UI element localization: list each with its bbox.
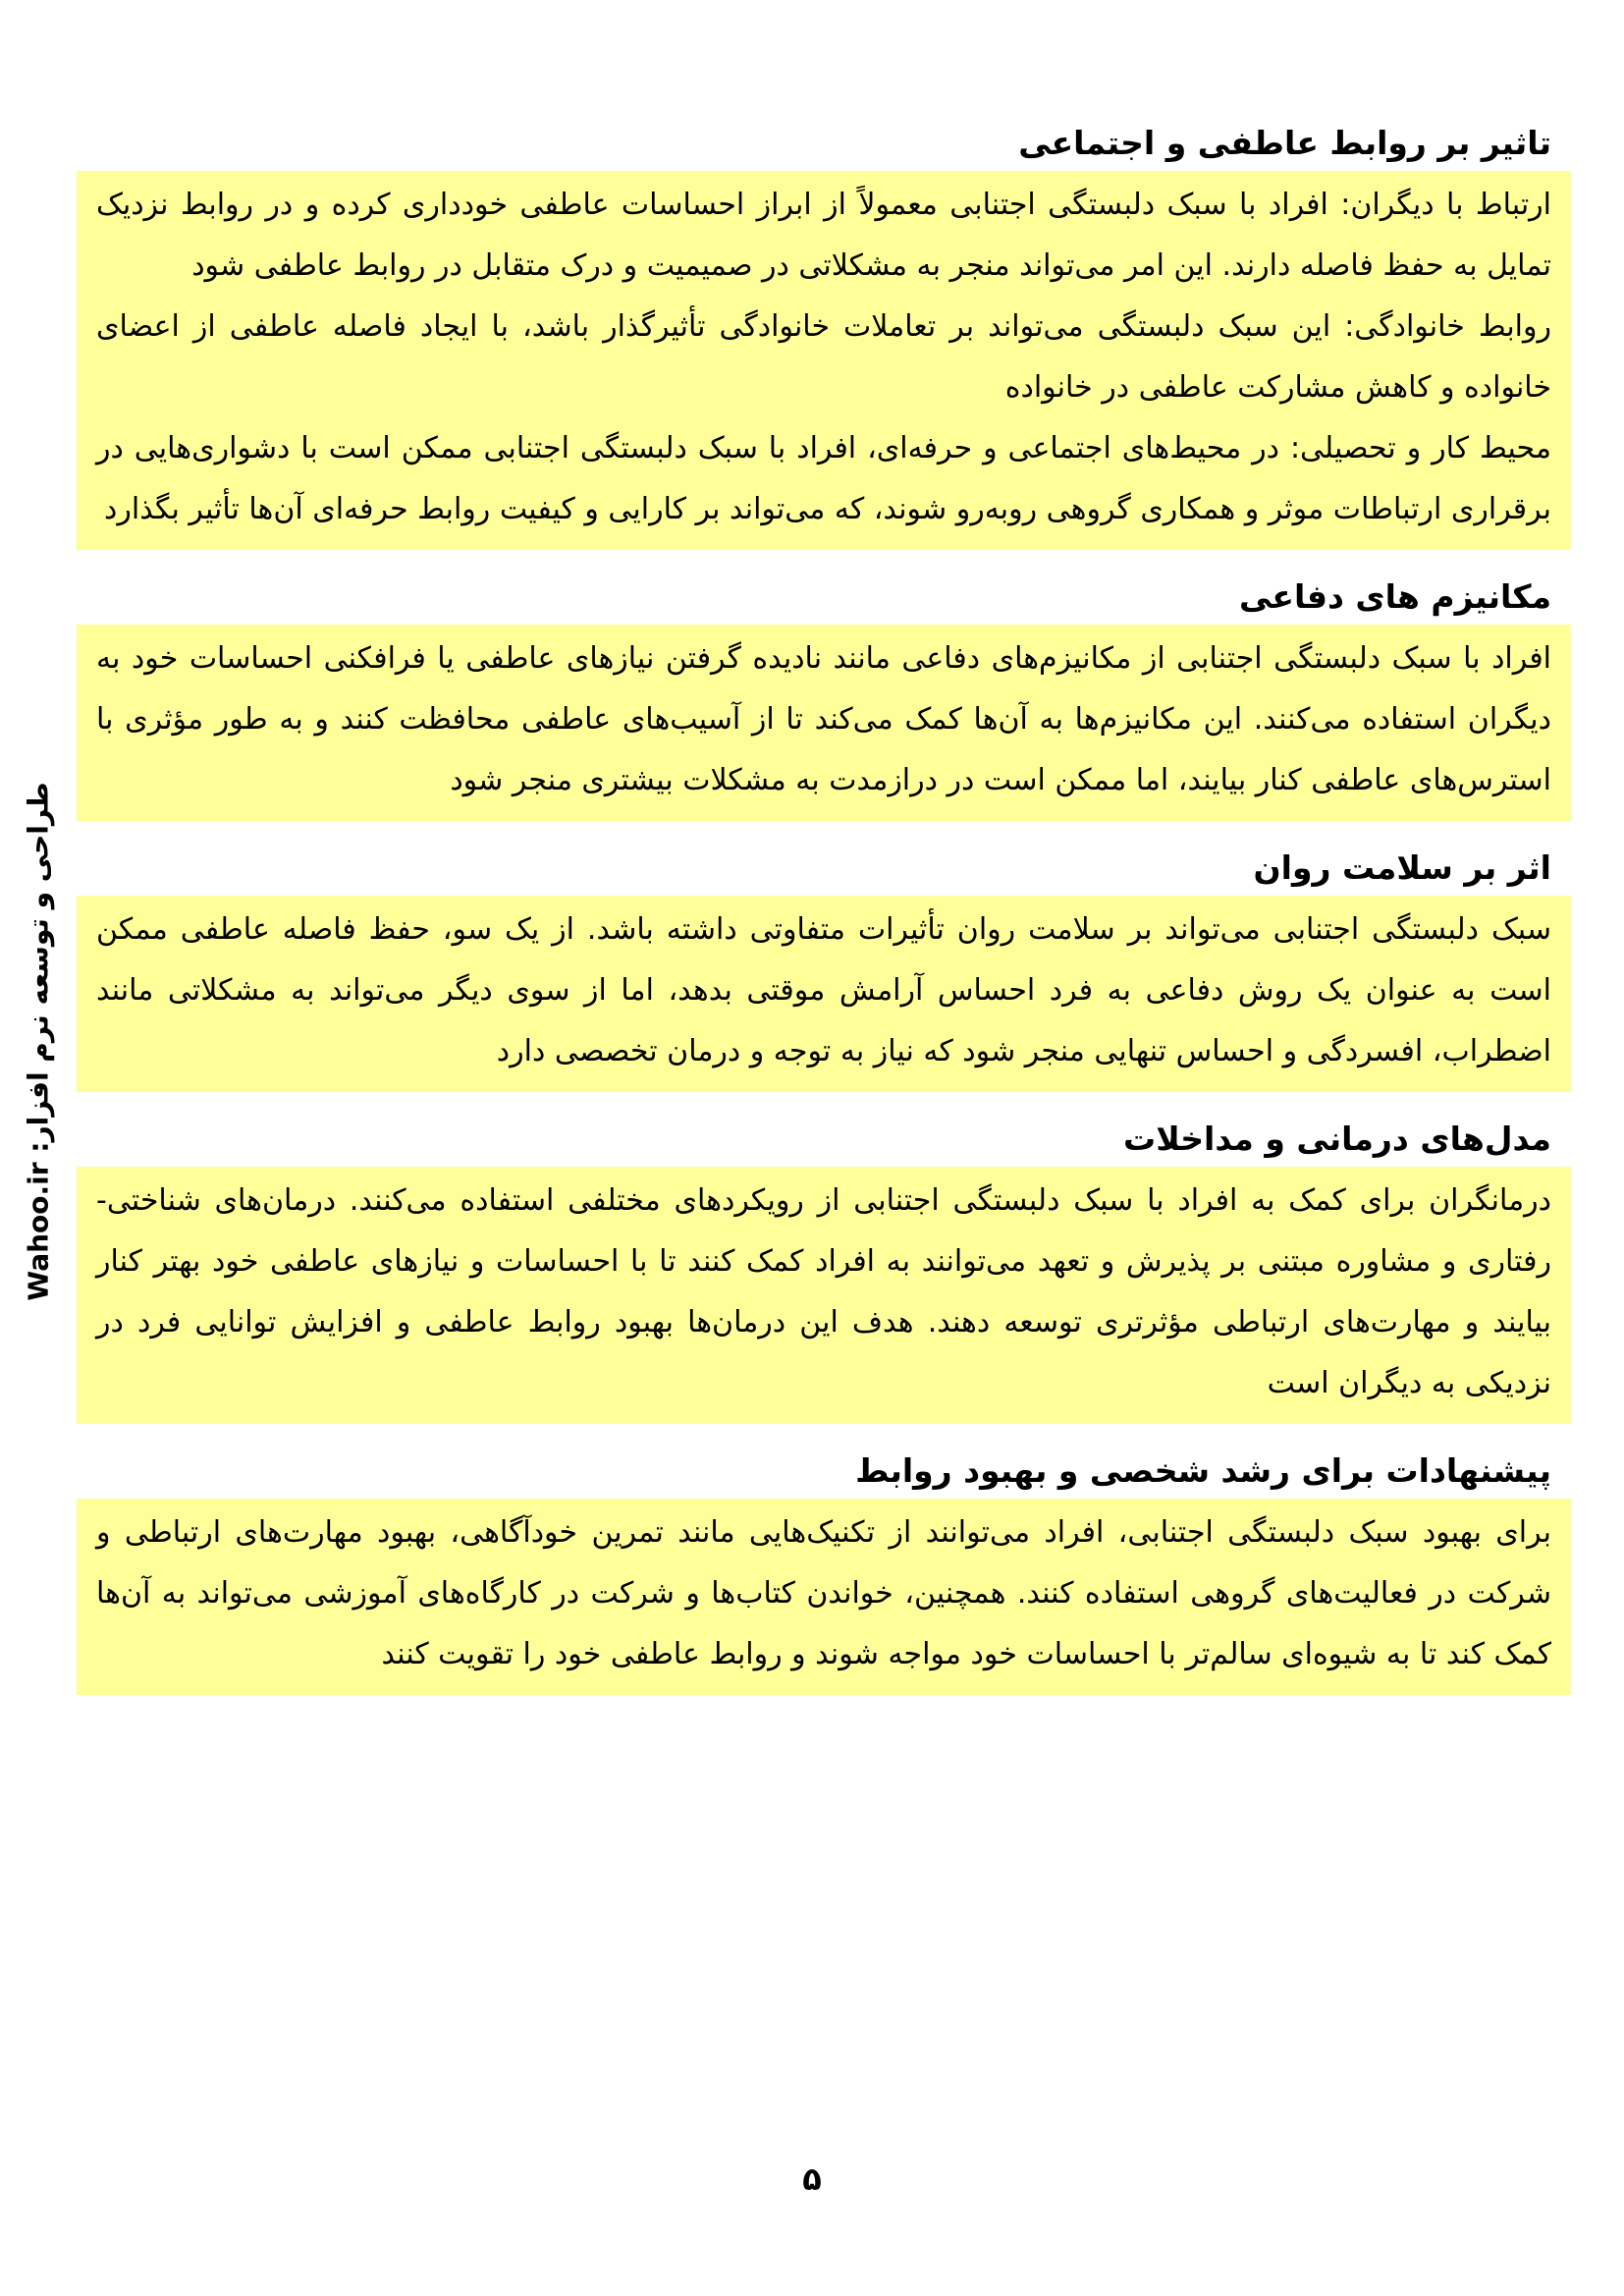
paragraph: درمانگران برای کمک به افراد با سبک دلبستگی اجتنابی از رویکردهای مختلفی استفاده می‌کنند. درمان‌های شناختی-رفتاری و مشاوره مبتنی بر پذیرش و تعهد می‌توانند به افراد کمک کنند تا با احساسات و نیازهای عاطفی خود بهتر کنار بیایند و مهارت‌های ارتباطی مؤثرتری توسعه دهند. هدف این درمان‌ها بهبود روابط عاطفی و افزایش توانایی فرد در نزدیکی به دیگران است [96,1183,1551,1400]
side-credit-text: طراحی و توسعه نرم افزار: Wahoo.ir [22,781,55,1301]
section-heading: مدل‌های درمانی و مداخلات [1123,1120,1551,1158]
section-mental-health [77,841,1571,1092]
section-therapy-models [77,1112,1571,1424]
highlighted-text-block [77,896,1571,1092]
paragraph: سبک دلبستگی اجتنابی می‌تواند بر سلامت روان تأثیرات متفاوتی داشته باشد. از یک سو، حفظ فاصله عاطفی ممکن است به عنوان یک روش دفاعی به فرد احساس آرامش موقتی بدهد، اما از سوی دیگر می‌تواند به مشکلاتی مانند اضطراب، افسردگی و احساس تنهایی منجر شود که نیاز به توجه و درمان تخصصی دارد [96,912,1551,1068]
section-emotional-social-relations [77,116,1571,550]
section-heading: پیشنهادات برای رشد شخصی و بهبود روابط [855,1451,1551,1490]
section-personal-growth [77,1444,1571,1695]
highlighted-text-block [77,625,1571,821]
section-defense-mechanisms [77,570,1571,821]
section-heading: تاثیر بر روابط عاطفی و اجتماعی [1018,124,1551,162]
highlighted-text-block [77,171,1571,550]
page-number: ۵ [802,2160,822,2198]
highlighted-text-block [77,1167,1571,1424]
section-heading: اثر بر سلامت روان [1253,848,1551,887]
paragraph: محیط کار و تحصیلی: در محیط‌های اجتماعی و حرفه‌ای، افراد با سبک دلبستگی اجتنابی ممکن است با دشواری‌هایی در برقراری ارتباطات موثر و همکاری گروهی روبه‌رو شوند، که می‌تواند بر کارایی و کیفیت روابط حرفه‌ای آن‌ها تأثیر بگذارد [96,431,1551,526]
document-body [77,116,1571,1695]
side-credit-label [4,766,73,1316]
paragraph: روابط خانوادگی: این سبک دلبستگی می‌تواند بر تعاملات خانوادگی تأثیرگذار باشد، با ایجاد فاصله عاطفی از اعضای خانواده و کاهش مشارکت عاطفی در خانواده [96,309,1551,405]
paragraph: ارتباط با دیگران: افراد با سبک دلبستگی اجتنابی معمولاً از ابراز احساسات عاطفی خودداری کرده و در روابط نزدیک تمایل به حفظ فاصله دارند. این امر می‌تواند منجر به مشکلاتی در صمیمیت و درک متقابل در روابط عاطفی شود [96,188,1551,283]
highlighted-text-block [77,1499,1571,1695]
paragraph: برای بهبود سبک دلبستگی اجتنابی، افراد می‌توانند از تکنیک‌هایی مانند تمرین خودآگاهی، بهبود مهارت‌های ارتباطی و شرکت در فعالیت‌های گروهی استفاده کنند. همچنین، خواندن کتاب‌ها و شرکت در کارگاه‌های آموزشی می‌تواند به آن‌ها کمک کند تا به شیوه‌ای سالم‌تر با احساسات خود مواجه شوند و روابط عاطفی خود را تقویت کنند [96,1515,1551,1671]
paragraph: افراد با سبک دلبستگی اجتنابی از مکانیزم‌های دفاعی مانند نادیده گرفتن نیازهای عاطفی یا فرافکنی احساسات خود به دیگران استفاده می‌کنند. این مکانیزم‌ها به آن‌ها کمک می‌کند تا از آسیب‌های عاطفی محافظت کنند و به طور مؤثری با استرس‌های عاطفی کنار بیایند، اما ممکن است در درازمدت به مشکلات بیشتری منجر شود [96,641,1551,797]
section-heading: مکانیزم های دفاعی [1239,577,1551,616]
